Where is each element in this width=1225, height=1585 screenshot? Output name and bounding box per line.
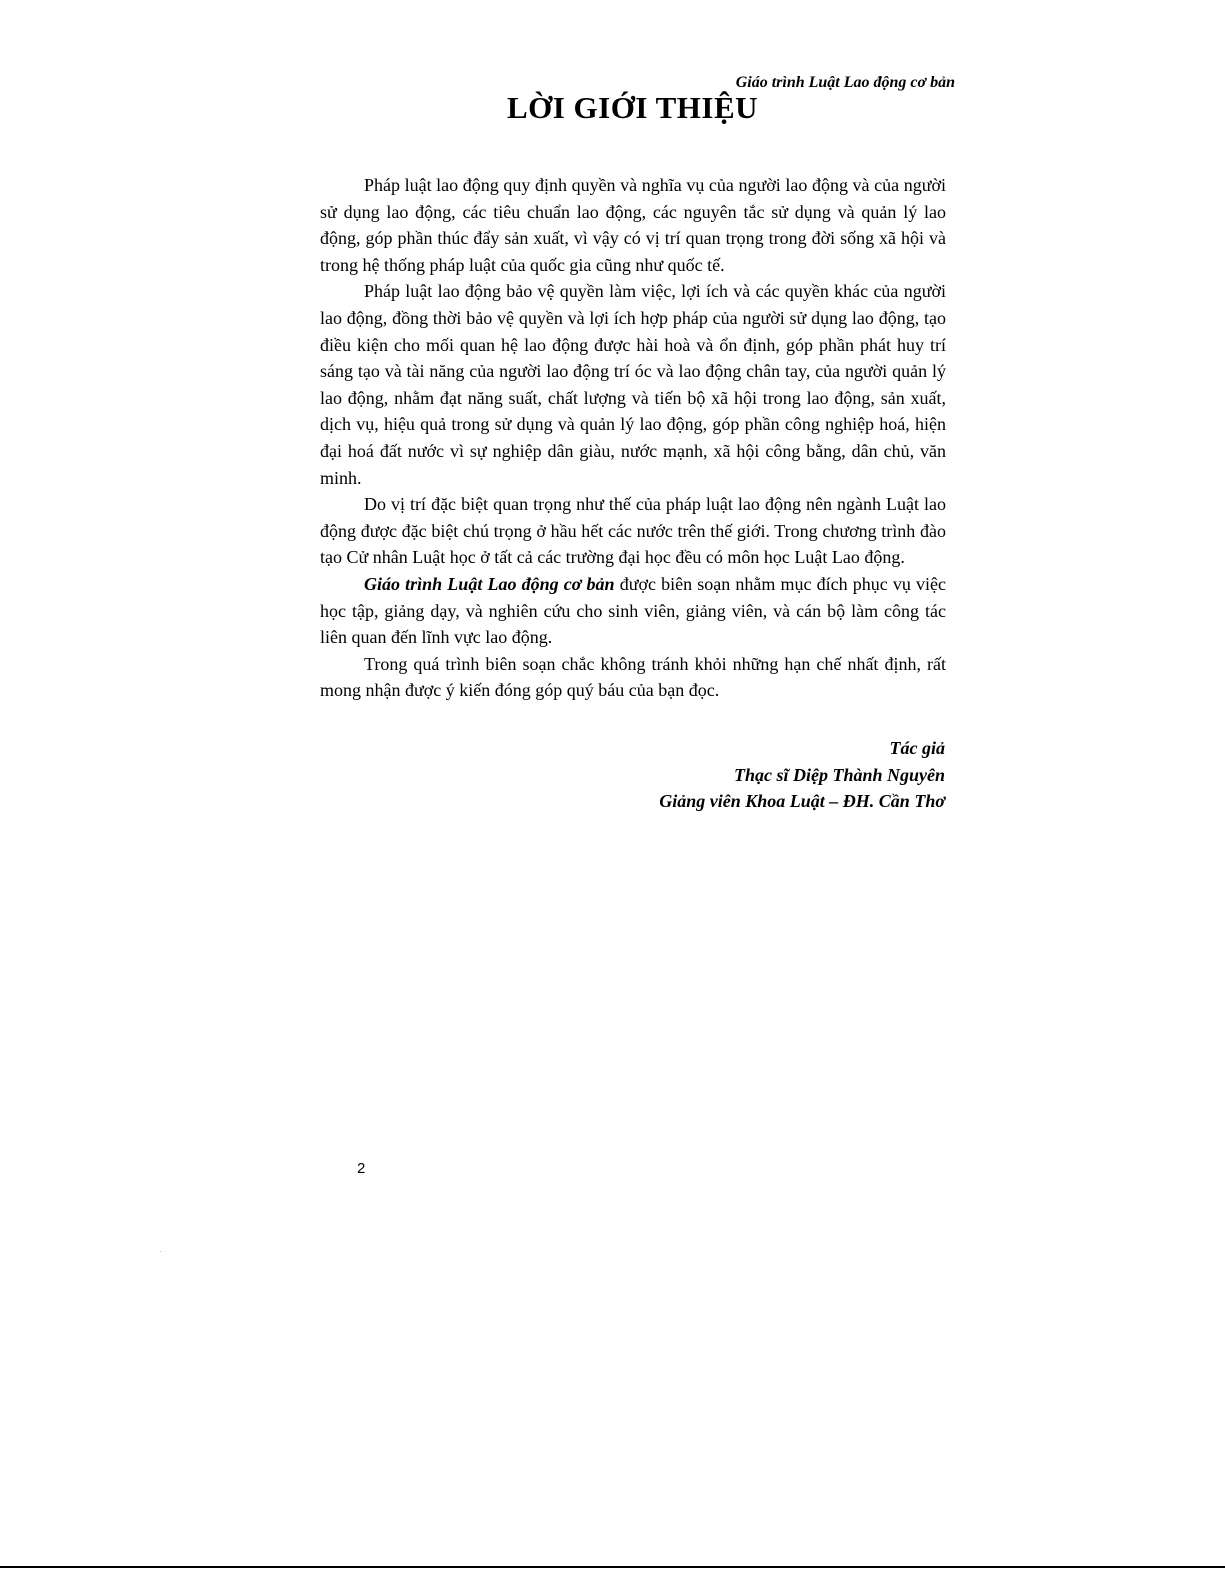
scan-speck [160, 1251, 161, 1252]
running-header: Giáo trình Luật Lao động cơ bản [735, 74, 955, 91]
paragraph: Pháp luật lao động quy định quyền và nghĩa vụ của người lao động và của người sử dụng lao động, các tiêu chuẩn lao động, các nguyên tắc sử dụng và quản lý lao động, góp phần thúc đẩy sản xuất, vì vậy có vị trí quan trọng trong đời sống xã hội và trong hệ thống pháp luật của quốc gia cũng như quốc tế. [320, 175, 946, 275]
body-text [320, 172, 946, 704]
signature-block [659, 735, 945, 815]
paragraph-closing: Trong quá trình biên soạn chắc không tránh khỏi những hạn chế nhất định, rất mong nhận được ý kiến đóng góp quý báu của bạn đọc. [320, 653, 946, 701]
paragraph-book-purpose [320, 571, 946, 651]
book-purpose-text: được biên soạn nhằm mục đích phục vụ việc học tập, giảng dạy, và nghiên cứu cho sinh viên, giảng viên, và cán bộ làm công tác liên quan đến lĩnh vực lao động. [320, 573, 946, 648]
page-number: 2 [357, 1160, 366, 1177]
book-title-emphasis: Giáo trình Luật Lao động cơ bản [364, 573, 615, 594]
author-role: Tác giả [889, 738, 945, 758]
page-bottom-border [0, 1566, 1225, 1568]
author-name: Thạc sĩ Diệp Thành Nguyên [733, 764, 945, 785]
paragraph: Pháp luật lao động bảo vệ quyền làm việc, lợi ích và các quyền khác của người lao động, đồng thời bảo vệ quyền và lợi ích hợp pháp của người sử dụng lao động, tạo điều kiện cho mối quan hệ lao động được hài hoà và ổn định, góp phần phát huy trí sáng tạo và tài năng của người lao động trí óc và lao động chân tay, của người quản lý lao động, nhằm đạt năng suất, chất lượng và tiến bộ xã hội trong lao động, sản xuất, dịch vụ, hiệu quả trong sử dụng và quản lý lao động, góp phần công nghiệp hoá, hiện đại hoá đất nước vì sự nghiệp dân giàu, nước mạnh, xã hội công bằng, dân chủ, văn minh. [320, 281, 946, 488]
paragraph: Do vị trí đặc biệt quan trọng như thế của pháp luật lao động nên ngành Luật lao động được đặc biệt chú trọng ở hầu hết các nước trên thế giới. Trong chương trình đào tạo Cử nhân Luật học ở tất cả các trường đại học đều có môn học Luật Lao động. [320, 494, 946, 568]
page-title: LỜI GIỚI THIỆU [506, 90, 759, 125]
author-affiliation: Giảng viên Khoa Luật – ĐH. Cần Thơ [659, 791, 945, 812]
